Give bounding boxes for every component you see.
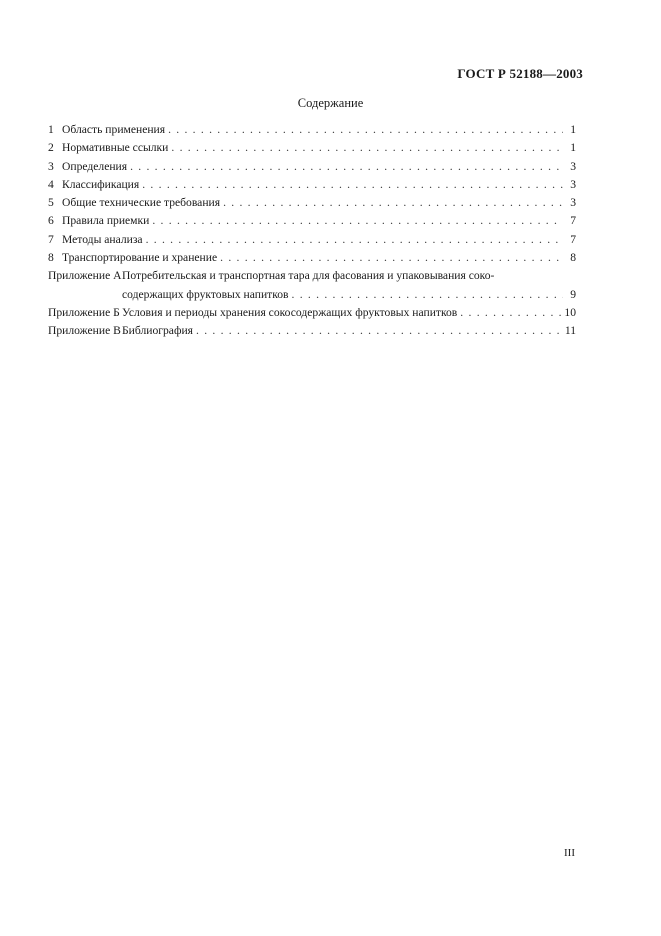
- toc-title: Содержание: [297, 96, 364, 110]
- toc-entry-title: Область применения: [62, 123, 166, 136]
- toc-entry-7: [48, 231, 576, 249]
- toc-entry-page: 3: [570, 177, 576, 191]
- toc-entry-1: [48, 121, 576, 139]
- table-of-contents: [48, 121, 576, 341]
- toc-entry-number: 7: [48, 232, 54, 246]
- toc-entry-6: [48, 212, 576, 230]
- toc-entry-title: Правила приемки: [62, 214, 150, 228]
- toc-entry-page: 8: [570, 251, 576, 265]
- appendix-title-line1: Потребительская и транспортная тара для фасования и упаковывания соко-: [122, 269, 495, 283]
- toc-entry-title: Классификация: [62, 177, 140, 191]
- appendix-page: 11: [564, 324, 576, 338]
- toc-appendix-c: [48, 322, 576, 340]
- document-code-header: ГОСТ Р 52188—2003: [457, 66, 583, 81]
- toc-entry-number: 6: [48, 214, 54, 228]
- appendix-title: Библиография: [122, 324, 194, 338]
- appendix-page: 9: [570, 287, 576, 301]
- dot-leader: [152, 212, 563, 230]
- appendix-title: Условия и периоды хранения сокосодержащих фруктовых напитков: [122, 305, 458, 319]
- appendix-label: Приложение В: [48, 324, 121, 338]
- dot-leader: [223, 194, 563, 212]
- toc-entry-page: 1: [570, 123, 576, 136]
- toc-entry-5: [48, 194, 576, 212]
- toc-entry-8: [48, 249, 576, 267]
- toc-appendix-b: [48, 304, 576, 322]
- toc-entry-4: [48, 176, 576, 194]
- toc-entry-title: Нормативные ссылки: [62, 141, 169, 155]
- toc-entry-title: Транспортирование и хранение: [62, 251, 218, 265]
- appendix-title-line2: содержащих фруктовых напитков: [122, 287, 289, 301]
- dot-leader: [220, 249, 563, 267]
- dot-leader: [168, 121, 563, 139]
- dot-leader: [460, 304, 561, 322]
- toc-entry-number: 2: [48, 141, 54, 155]
- toc-entry-page: 7: [570, 214, 576, 228]
- toc-entry-number: 8: [48, 251, 54, 265]
- toc-entry-number: 5: [48, 196, 54, 210]
- dot-leader: [146, 231, 563, 249]
- toc-entry-title: Общие технические требования: [62, 196, 221, 210]
- dot-leader: [196, 322, 562, 340]
- dot-leader: [142, 176, 563, 194]
- appendix-label: Приложение А: [48, 269, 122, 283]
- appendix-label: Приложение Б: [48, 305, 120, 319]
- toc-entry-number: 1: [48, 123, 54, 136]
- toc-entry-page: 3: [570, 196, 576, 210]
- page-number: III: [564, 847, 575, 859]
- toc-entry-3: [48, 158, 576, 176]
- toc-entry-title: Методы анализа: [62, 232, 143, 246]
- dot-leader: [130, 158, 563, 176]
- appendix-page: 10: [564, 305, 576, 319]
- toc-entry-2: [48, 139, 576, 157]
- toc-entry-page: 7: [570, 232, 576, 246]
- dot-leader: [171, 139, 563, 157]
- toc-appendix-a-continuation: [48, 286, 576, 304]
- toc-entry-number: 4: [48, 177, 54, 191]
- toc-entry-page: 1: [570, 141, 576, 155]
- toc-appendix-a: [48, 267, 576, 285]
- toc-entry-page: 3: [570, 159, 576, 173]
- dot-leader: [292, 286, 563, 304]
- toc-entry-title: Определения: [62, 159, 128, 173]
- toc-entry-number: 3: [48, 159, 54, 173]
